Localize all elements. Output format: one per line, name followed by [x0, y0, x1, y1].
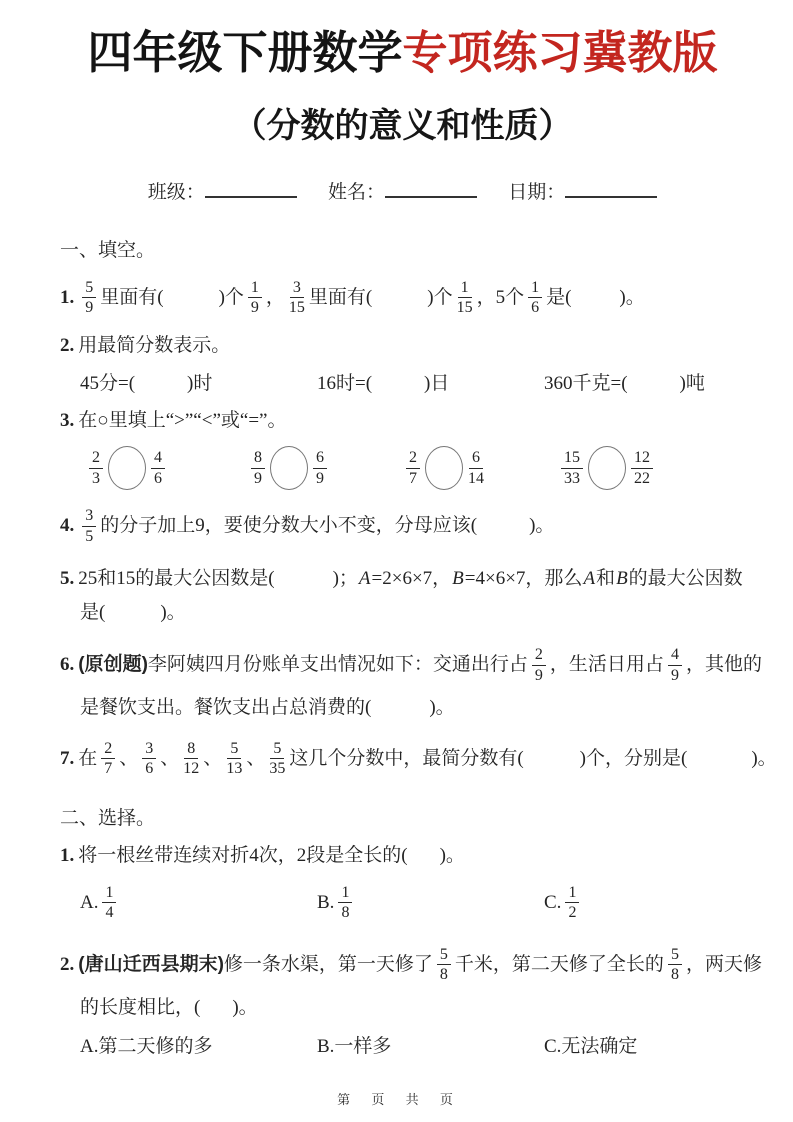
conversion-minutes-to-hours [80, 370, 317, 398]
text-run: 是( [546, 286, 572, 308]
comparison-cell [85, 446, 247, 490]
answer-blank [524, 758, 580, 760]
option-a [80, 1033, 317, 1061]
text-run: 是( [80, 601, 106, 623]
answer-blank [371, 707, 429, 709]
question-number: 4. [60, 515, 75, 537]
option-c [544, 884, 583, 922]
answer-blank [200, 1007, 232, 1009]
fraction: $\frac{8}{12}$ [183, 739, 200, 778]
option-b [317, 1033, 544, 1061]
text-run: B [452, 568, 464, 590]
question-number: 2. [60, 954, 75, 976]
text-run: )。 [751, 747, 777, 769]
question-number: 2. [60, 335, 75, 357]
name-field-blank [385, 179, 477, 198]
fraction: $\frac{12}{22}$ [631, 449, 653, 487]
answer-blank [105, 611, 160, 613]
fraction: $\frac{3}{6}$ [142, 740, 156, 778]
text-run: ，5个 [476, 286, 525, 308]
fraction: $\frac{2}{7}$ [406, 449, 420, 487]
fraction: $\frac{1}{15}$ [456, 278, 473, 316]
comparison-circle [270, 446, 308, 490]
question-2-conversions [60, 370, 745, 398]
question-6-line-2 [60, 694, 745, 722]
fraction: $\frac{6}{9}$ [313, 449, 327, 487]
choice-question-2-options [60, 1033, 745, 1061]
text-run: ， [265, 286, 285, 308]
text-run: 的分子加上9，要使分数大小不变，分母应该( [100, 515, 478, 537]
text-run: ，生活日用占 [549, 654, 664, 676]
question-number: 6. [60, 654, 75, 676]
class-field-blank [205, 179, 297, 198]
date-field-blank [565, 179, 657, 198]
fraction: $\frac{5}{9}$ [82, 279, 96, 317]
question-number: 5. [60, 568, 75, 590]
section-2-heading: 二、选择。 [60, 807, 156, 829]
text-run: 、 [119, 747, 139, 769]
question-number: 3. [60, 410, 75, 432]
text-run: 、 [160, 747, 180, 769]
question-5-line-2 [60, 599, 745, 627]
comparison-circle [588, 446, 626, 490]
page-footer: 第 页 共 页 [337, 1092, 456, 1107]
answer-blank [164, 296, 219, 298]
text-run: )。 [439, 845, 465, 867]
fraction: $\frac{2}{9}$ [532, 646, 546, 684]
comparison-cell [247, 446, 402, 490]
answer-blank [372, 296, 427, 298]
question-number: 1. [60, 845, 75, 867]
page-title [60, 26, 745, 80]
choice-question-2-line-1 [60, 940, 762, 990]
fraction: $\frac{2}{7}$ [101, 740, 115, 778]
text-run: 、 [246, 747, 266, 769]
text-run: A [358, 568, 371, 590]
text-run: )吨 [679, 372, 705, 394]
class-field-label: 班级： [147, 181, 205, 203]
name-field-label: 姓名： [327, 181, 385, 203]
comparison-circle [108, 446, 146, 490]
subtitle: （分数的意义和性质） [232, 107, 573, 145]
fraction: $\frac{4}{6}$ [151, 449, 165, 487]
text-run: 里面有( [100, 286, 164, 308]
text-run: 李阿姨四月份账单支出情况如下：交通出行占 [147, 654, 528, 676]
text-run: 、 [203, 747, 223, 769]
fraction: $\frac{5}{35}$ [269, 739, 286, 778]
text-run: )。 [232, 996, 258, 1018]
text-run: ，两天修 [685, 954, 762, 976]
answer-blank [477, 525, 529, 527]
fraction: $\frac{8}{9}$ [251, 449, 265, 487]
question-number: 7. [60, 747, 75, 769]
fraction: $\frac{6}{14}$ [468, 449, 484, 487]
text-run: )。 [619, 286, 645, 308]
text-run: 16时=( [317, 372, 373, 394]
conversion-hours-to-days [317, 370, 544, 398]
fraction: $\frac{2}{3}$ [89, 449, 103, 487]
text-run: 25和15的最大公因数是( [78, 568, 275, 590]
text-run: (原创题) [78, 654, 148, 676]
student-info-row [60, 177, 745, 204]
text-run: A [583, 568, 596, 590]
question-3-comparisons [60, 443, 745, 493]
text-run: 和 [596, 568, 616, 590]
text-run: A. [80, 892, 99, 914]
name-field [328, 177, 477, 204]
text-run: B. [317, 892, 335, 914]
choice-question-2-line-2 [60, 994, 745, 1022]
text-run: )； [332, 568, 358, 590]
choice-question-1-options [60, 878, 745, 928]
conversion-kilograms-to-tons [544, 370, 705, 398]
fraction: $\frac{4}{9}$ [668, 646, 682, 684]
text-run: 在 [78, 747, 98, 769]
question-2-heading [60, 332, 745, 360]
answer-blank [571, 296, 619, 298]
question-4 [60, 501, 745, 551]
question-5-line-1 [60, 565, 745, 593]
text-run: 千米，第二天修了全长的 [454, 954, 664, 976]
answer-blank [275, 578, 333, 580]
answer-blank [408, 855, 440, 857]
text-run: =4×6×7，那么 [464, 568, 583, 590]
fraction: $\frac{1}{6}$ [528, 279, 542, 317]
text-run: )个 [427, 286, 453, 308]
text-run: )日 [424, 372, 450, 394]
text-run: 是餐饮支出。餐饮支出占总消费的( [80, 697, 372, 719]
fraction: $\frac{5}{8}$ [437, 946, 451, 984]
text-run: 这几个分数中，最简分数有( [289, 747, 524, 769]
text-run: 的最大公因数 [628, 568, 743, 590]
fraction: $\frac{5}{8}$ [668, 946, 682, 984]
question-6-line-1 [60, 640, 762, 690]
text-run: )。 [429, 697, 455, 719]
option-a [80, 884, 317, 922]
text-run: (唐山迁西县期末) [78, 954, 224, 976]
date-field [508, 177, 657, 204]
text-run: ，其他的 [685, 654, 762, 676]
text-run: 的长度相比，( [80, 996, 201, 1018]
fraction: $\frac{1}{4}$ [102, 884, 116, 922]
text-run: =2×6×7， [371, 568, 452, 590]
question-3-heading [60, 407, 745, 435]
text-run: C.无法确定 [544, 1036, 638, 1058]
class-field [148, 177, 297, 204]
question-1 [60, 272, 745, 322]
question-7 [60, 734, 777, 784]
text-run: B.一样多 [317, 1036, 392, 1058]
text-run: 360千克=( [544, 372, 628, 394]
title-red-part: 专项练习冀教版 [402, 27, 718, 78]
text-run: )个，分别是( [579, 747, 688, 769]
text-run: )个 [218, 286, 244, 308]
comparison-circle [425, 446, 463, 490]
date-field-label: 日期： [508, 181, 566, 203]
text-run: )时 [187, 372, 213, 394]
title-black-part: 四年级下册数学 [87, 27, 403, 78]
text-run: 里面有( [308, 286, 373, 308]
comparison-cell [402, 446, 557, 490]
option-b [317, 884, 544, 922]
fraction: $\frac{5}{13}$ [226, 739, 243, 778]
answer-blank [135, 383, 187, 385]
text-run: 用最简分数表示。 [78, 335, 231, 357]
answer-blank [687, 758, 751, 760]
question-number: 1. [60, 286, 75, 308]
text-run: 45分=( [80, 372, 136, 394]
section-1-heading: 一、填空。 [60, 239, 156, 261]
comparison-cell [557, 446, 657, 490]
text-run: 在○里填上“>”“<”或“=”。 [78, 410, 287, 432]
answer-blank [372, 383, 424, 385]
fraction: $\frac{3}{15}$ [288, 278, 305, 316]
text-run: A.第二天修的多 [80, 1036, 213, 1058]
text-run: 将一根丝带连续对折4次，2段是全长的( [78, 845, 408, 867]
option-c [544, 1033, 637, 1061]
choice-question-1 [60, 842, 745, 870]
text-run: C. [544, 892, 562, 914]
text-run: )。 [160, 601, 186, 623]
text-run: 修一条水渠，第一天修了 [223, 954, 433, 976]
answer-blank [628, 383, 680, 385]
fraction: $\frac{15}{33}$ [561, 449, 583, 487]
fraction: $\frac{3}{5}$ [82, 507, 96, 545]
text-run: B [616, 568, 628, 590]
fraction: $\frac{1}{8}$ [338, 884, 352, 922]
fraction: $\frac{1}{2}$ [565, 884, 579, 922]
text-run: )。 [529, 515, 555, 537]
fraction: $\frac{1}{9}$ [248, 279, 262, 317]
